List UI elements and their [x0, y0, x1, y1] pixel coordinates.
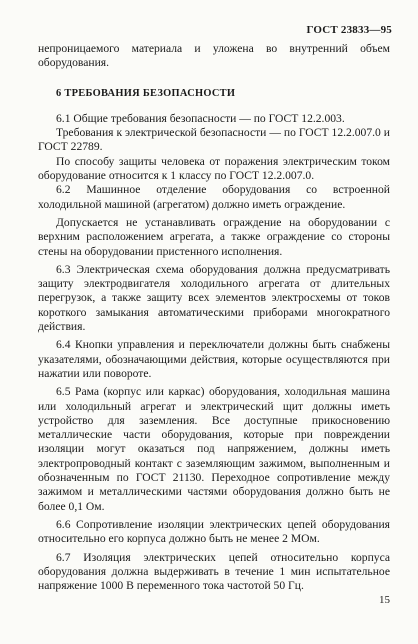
paragraph-6-5: 6.5 Рама (корпус или каркас) оборудования, холодильная машина или холодильный агрегат и электрический щит должны иметь устройство для заземления. Все доступные прикосновению металлические части оборудования, которые при повреждении изоляции могут оказаться под напряжением, должны иметь электропроводный контакт с заземляющим зажимом, выполненным и обозначенным по ГОСТ 21130. Переходное сопротивление между зажимом и металлическими частями оборудования должно быть не более 0,1 Ом. [38, 385, 390, 513]
paragraph-6-6: 6.6 Сопротивление изоляции электрических цепей оборудования относительно его корпуса должно быть не менее 2 МОм. [38, 517, 390, 546]
paragraph-6-1: 6.1 Общие требования безопасности — по ГОСТ 12.2.003. [56, 111, 345, 125]
document-header-id: ГОСТ 23833—95 [306, 24, 392, 36]
document-body [38, 42, 390, 593]
paragraph-fence-exception: Допускается не устанавливать ограждение на оборудовании с верхним расположением агрегата, а также ограждение со стороны стены на оборудовании пристенного исполнения. [38, 215, 390, 258]
paragraph-continuation: непроницаемого материала и уложена во внутренний объем оборудования. [38, 42, 390, 70]
page-number: 15 [379, 594, 390, 606]
paragraph-electrical-safety: Требования к электрической безопасности — по ГОСТ 12.2.007.0 и ГОСТ 22789. [38, 126, 390, 154]
section-title: 6 ТРЕБОВАНИЯ БЕЗОПАСНОСТИ [56, 87, 236, 99]
paragraph-6-7: 6.7 Изоляция электрических цепей относительно корпуса оборудования должна выдерживать в течение 1 мин испытательное напряжение 1000 В переменного тока частотой 50 Гц. [38, 550, 390, 593]
paragraph-protection-class: По способу защиты человека от поражения электрическим током оборудование относится к 1 классу по ГОСТ 12.2.007.0. [38, 154, 390, 183]
paragraph-6-2: 6.2 Машинное отделение оборудования со встроенной холодильной машиной (агрегатом) должно иметь ограждение. [38, 183, 390, 211]
paragraph-6-4: 6.4 Кнопки управления и переключатели должны быть снабжены указателями, обозначающими действия, которые осуществляются при нажатии или повороте. [38, 338, 390, 380]
paragraph-6-3: 6.3 Электрическая схема оборудования должна предусматривать защиту электродвигателя холодильного агрегата от длительных перегрузок, а также защиту всех элементов электросхемы от токов короткого замыкания автоматическими приборами многократного действия. [38, 262, 390, 334]
